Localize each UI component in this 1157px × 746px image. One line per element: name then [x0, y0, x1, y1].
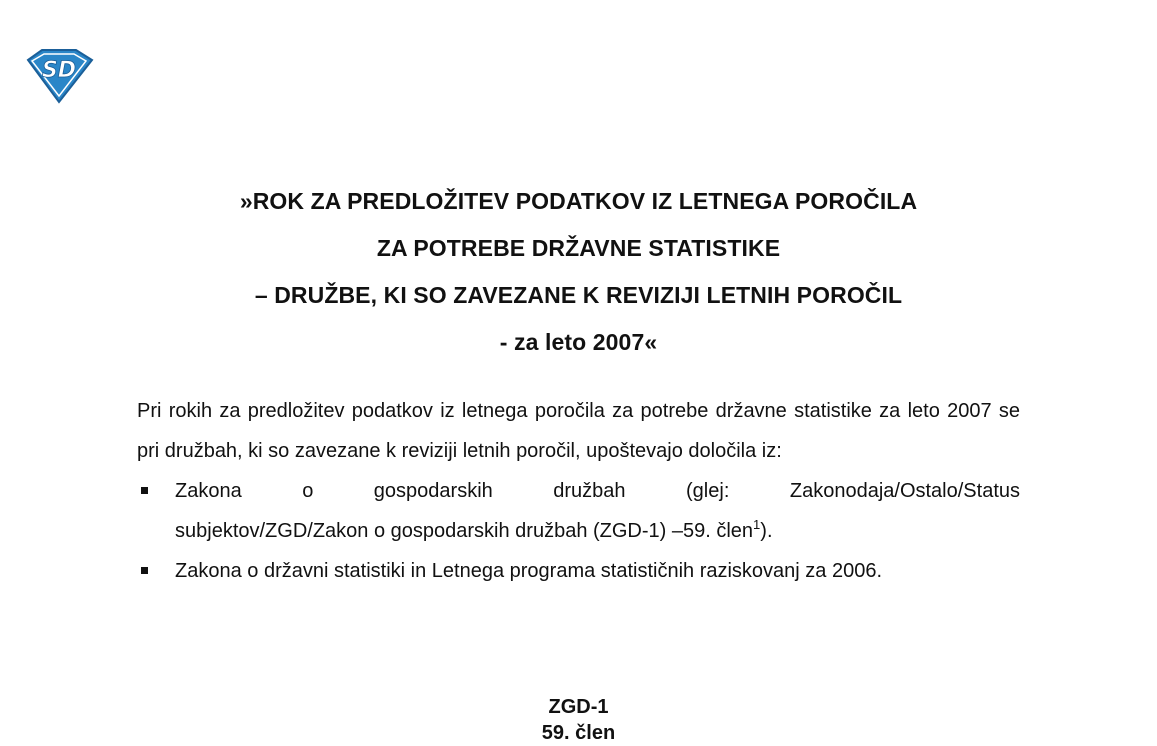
- title-line-4: - za leto 2007«: [499, 329, 658, 355]
- title-line-1: »ROK ZA PREDLOŽITEV PODATKOV IZ LETNEGA POROČILA: [239, 188, 918, 214]
- sd-logo: [22, 46, 96, 104]
- sd-diamond-logo-icon: [22, 46, 96, 104]
- list-item: [137, 551, 1020, 591]
- title-line-2: ZA POTREBE DRŽAVNE STATISTIKE: [376, 235, 781, 261]
- article-number: 59. člen: [541, 722, 616, 744]
- list-item-line-2-end: ).: [760, 520, 773, 542]
- bullet-square-icon: [141, 487, 148, 494]
- bullet-square-icon: [141, 567, 148, 574]
- list-item-line-2: [175, 517, 773, 542]
- section-heading: [0, 694, 1157, 746]
- list-item-line-2-text: subjektov/ZGD/Zakon o gospodarskih družbah (ZGD-1) –59. člen: [175, 520, 754, 542]
- law-name: ZGD-1: [548, 696, 609, 718]
- list-item-line-1: Zakona o gospodarskih družbah (glej: Zakonodaja/Ostalo/Status: [175, 480, 1020, 502]
- requirements-list: [137, 471, 1020, 591]
- footnote-reference[interactable]: 1: [753, 517, 761, 532]
- document-title: [0, 178, 1157, 366]
- intro-paragraph: Pri rokih za predložitev podatkov iz letnega poročila za potrebe državne statistike za leto 2007 se pri družbah, ki so zavezane k reviziji letnih poročil, upoštevajo določila iz:: [137, 400, 1020, 462]
- list-item-text: Zakona o državni statistiki in Letnega programa statističnih raziskovanj za 2006.: [175, 560, 883, 582]
- list-item: [137, 471, 1020, 551]
- document-body: [137, 391, 1020, 591]
- logo-letters: SD: [41, 58, 77, 83]
- title-line-3: – DRUŽBE, KI SO ZAVEZANE K REVIZIJI LETNIH POROČIL: [254, 282, 903, 308]
